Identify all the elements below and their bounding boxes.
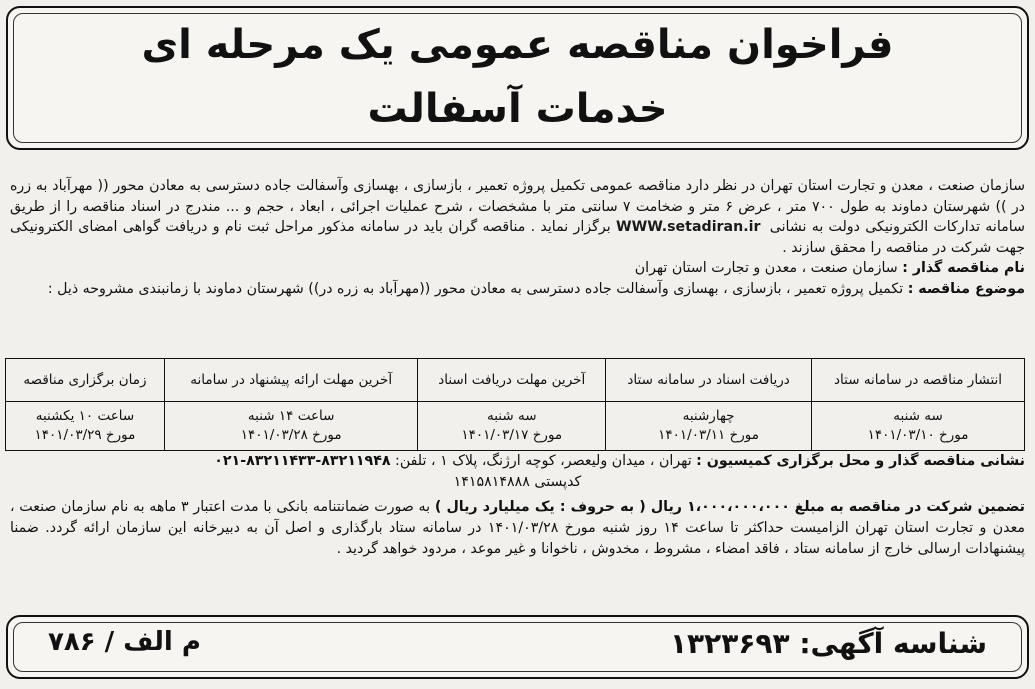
- schedule-table: [5, 358, 1025, 451]
- subject-label: موضوع مناقصه :: [907, 280, 1025, 297]
- organizer-label: نام مناقصه گذار :: [902, 260, 1025, 276]
- notice-title: فراخوان مناقصه عمومی یک مرحله ای: [141, 22, 894, 68]
- table-cell: چهارشنبه مورخ ۱۴۰۱/۰۳/۱۱: [606, 402, 812, 451]
- header-bid-deadline: آخرین مهلت ارائه پیشنهاد در سامانه: [164, 359, 418, 402]
- intro-paragraph: [10, 176, 1025, 258]
- setadiran-link[interactable]: WWW.setadiran.ir: [615, 219, 761, 235]
- organizer-value: سازمان صنعت ، معدن و تجارت استان تهران: [634, 260, 898, 276]
- table-cell: ساعت ۱۰ یکشنبه مورخ ۱۴۰۱/۰۳/۲۹: [6, 402, 165, 451]
- guarantee-text: به صورت ضمانتنامه بانکی با مدت اعتبار ۳ ماهه به نام سازمان صنعت ، معدن و تجارت استان تهران الزامیست حداکثر تا ساعت ۱۴ روز شنبه مورخ ۱۴۰۱/۰۳/۲۸ در سامانه ستاد بارگذاری و اصل آن به دبیرخانه این سازمان ارائه گردد. ضمنا پیشنهادات ارسالی خارج از سامانه ستاد ، فاقد امضاء ، مشروط ، مخدوش ، ناخوانا و غیر موعد ، مردود خواهد گردید .: [10, 499, 1026, 557]
- intro-text-2: برگزار نماید . مناقصه گران باید در سامانه مذکور مراحل ثبت نام و دریافت گواهی امضای الکترونیکی جهت شرکت در مناقصه را محقق سازند .: [10, 219, 1025, 256]
- header-opening: زمان برگزاری مناقصه: [6, 359, 165, 402]
- address-block: [10, 451, 1025, 492]
- subject-line: [10, 279, 1025, 300]
- address-label: نشانی مناقصه گذار و محل برگزاری کمیسیون :: [696, 453, 1025, 469]
- header-docs-deadline: آخرین مهلت دریافت اسناد: [418, 359, 606, 402]
- organizer-line: [10, 258, 1025, 279]
- intro-text: سازمان صنعت ، معدن و تجارت استان تهران در نظر دارد مناقصه عمومی تکمیل پروژه تعمیر ، بازسازی ، بهسازی وآسفالت جاده دسترسی به معادن محور (( مهرآباد به زره در )) شهرستان دماوند به طول ۷۰۰ متر ، عرض ۶ متر و ضخامت ۷ سانتی متر با مشخصات ، شرح عملیات اجرائی ، ابعاد ، حجم و ... مندرج در اسناد مناقصه را از طریق سامانه تدارکات الکترونیکی دولت به نشانی: [10, 178, 1025, 235]
- guarantee-amount: ۱،۰۰۰،۰۰۰،۰۰۰ ریال ( به حروف : یک میلیارد ریال ): [434, 499, 790, 515]
- table-cell: سه شنبه مورخ ۱۴۰۱/۰۳/۱۰: [812, 402, 1025, 451]
- header-publish: انتشار مناقصه در سامانه ستاد: [812, 359, 1025, 402]
- ad-id: شناسه آگهی: ۱۳۲۳۶۹۳: [669, 627, 987, 660]
- postal-code: کدپستی ۱۴۱۵۸۱۴۸۸۸: [453, 473, 582, 490]
- guarantee-label: تضمین شرکت در مناقصه به مبلغ: [794, 499, 1025, 515]
- table-row: [6, 402, 1025, 451]
- address-value: تهران ، میدان ولیعصر، کوچه ارژنگ، پلاک ۱ ، تلفن:: [395, 453, 692, 469]
- ad-code: م الف / ۷۸۶: [48, 627, 201, 657]
- address-line: [10, 451, 1025, 472]
- footer-banner: [6, 615, 1029, 679]
- notice-subtitle: خدمات آسفالت: [367, 86, 668, 132]
- table-cell: ساعت ۱۴ شنبه مورخ ۱۴۰۱/۰۳/۲۸: [164, 402, 418, 451]
- subject-value: تکمیل پروژه تعمیر ، بازسازی ، بهسازی وآسفالت جاده دسترسی به معادن محور ((مهرآباد به زره در)) شهرستان دماوند با زمانبندی مشروحه ذیل :: [47, 280, 904, 297]
- header-receive-docs: دریافت اسناد در سامانه ستاد: [606, 359, 812, 402]
- table-cell: سه شنبه مورخ ۱۴۰۱/۰۳/۱۷: [418, 402, 606, 451]
- guarantee-paragraph: [10, 497, 1025, 560]
- phone-number: ۰۲۱-۸۳۲۱۱۴۳۳-۸۳۲۱۱۹۴۸: [214, 453, 391, 469]
- title-banner: [6, 6, 1029, 150]
- notice-body: [10, 176, 1025, 299]
- table-header-row: [6, 359, 1025, 402]
